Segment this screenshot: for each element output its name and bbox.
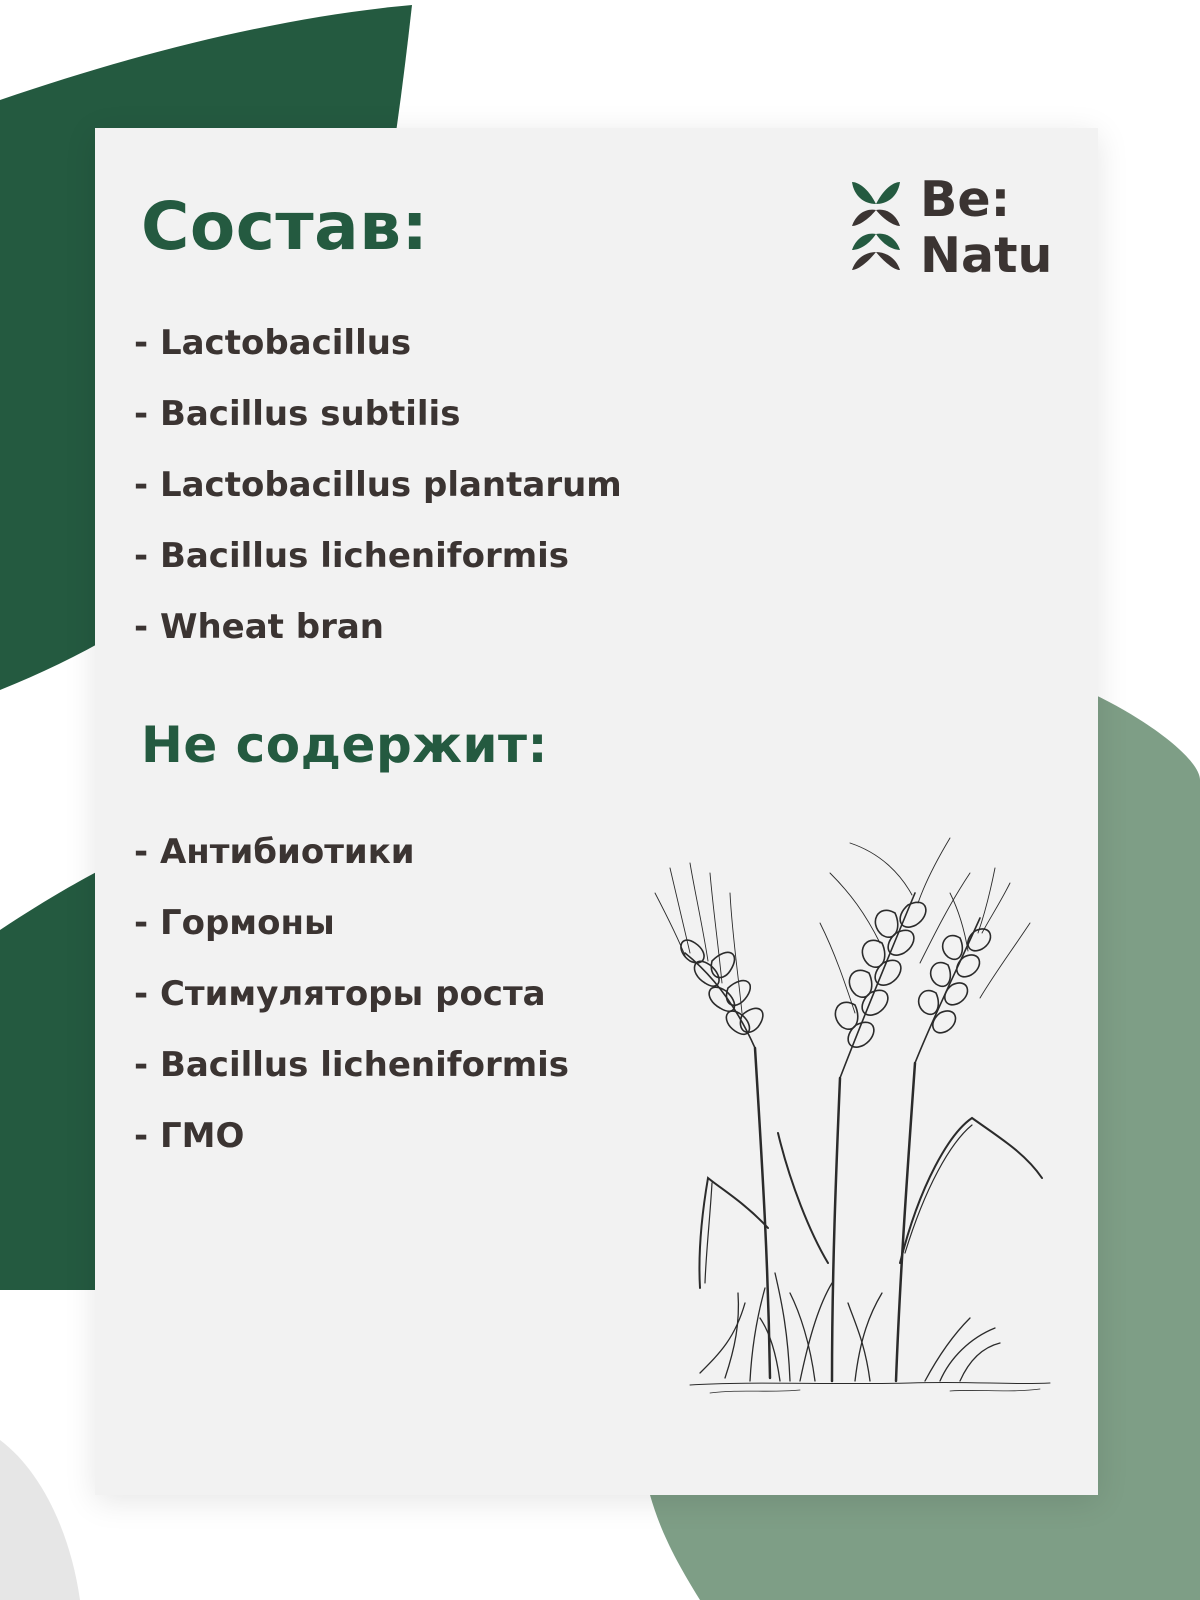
sage-green-blob-right bbox=[1085, 690, 1200, 1600]
list-item: - Гормоны bbox=[134, 903, 335, 943]
list-item: - ГМО bbox=[134, 1116, 245, 1156]
leaf-sprout-icon bbox=[850, 174, 902, 274]
list-item: - Bacillus subtilis bbox=[134, 394, 461, 434]
list-item: - Lactobacillus bbox=[134, 323, 412, 363]
wheat-illustration bbox=[650, 833, 1070, 1403]
composition-title: Состав: bbox=[141, 188, 429, 265]
brand-logo bbox=[850, 172, 1070, 292]
content-card bbox=[95, 128, 1098, 1495]
composition-list bbox=[134, 323, 622, 678]
brand-name-line1: Be: bbox=[920, 171, 1011, 228]
light-grey-blob-left bbox=[0, 1440, 80, 1600]
free-from-list bbox=[134, 832, 569, 1187]
brand-name-line2: Natu bbox=[920, 227, 1053, 284]
list-item: - Bacillus licheniformis bbox=[134, 1045, 570, 1085]
list-item: - Bacillus licheniformis bbox=[134, 536, 570, 576]
brand-name bbox=[920, 172, 1052, 284]
sage-green-blob-bottom bbox=[650, 1495, 1200, 1600]
free-from-title: Не содержит: bbox=[141, 716, 549, 774]
list-item: - Стимуляторы роста bbox=[134, 974, 546, 1014]
list-item: - Wheat bran bbox=[134, 607, 385, 647]
list-item: - Антибиотики bbox=[134, 832, 415, 872]
list-item: - Lactobacillus plantarum bbox=[134, 465, 622, 505]
